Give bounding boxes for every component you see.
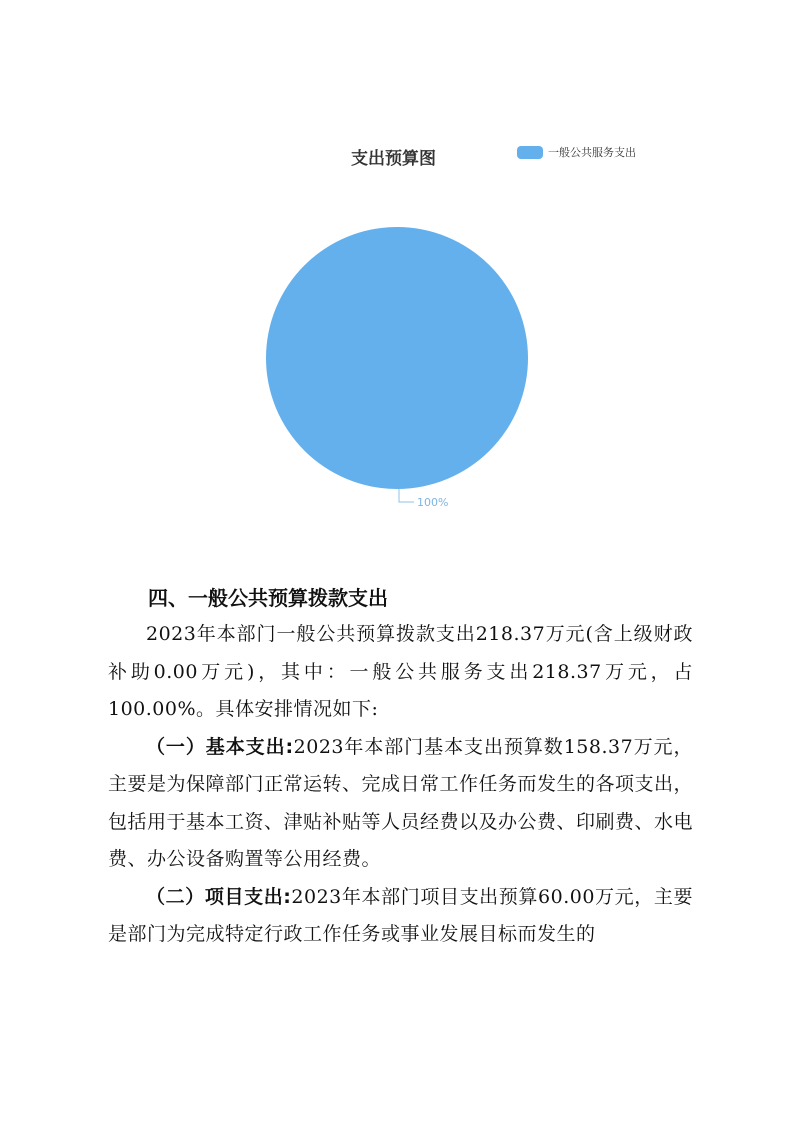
pie-label-leader-line: [399, 489, 414, 502]
project-expenditure-text: 2023年本部门项目支出预算60.00万元，主要是部门为完成特定行政工作任务或事业发展目标而发生的: [108, 885, 693, 945]
document-body: [108, 580, 693, 954]
pie-slice-data-label: 100%: [417, 496, 449, 509]
pie-chart: [250, 130, 670, 530]
legend-label: 一般公共服务支出: [548, 146, 636, 159]
basic-expenditure-label: （一）基本支出:: [146, 735, 294, 758]
chart-title: 支出预算图: [351, 149, 436, 169]
project-expenditure-paragraph: [108, 879, 693, 954]
intro-paragraph: 2023年本部门一般公共预算拨款支出218.37万元(含上级财政补助0.00万元)，其中：一般公共服务支出218.37万元，占100.00%。具体安排情况如下:: [108, 623, 693, 720]
pie-slice[interactable]: [266, 227, 528, 489]
expenditure-budget-chart: [250, 130, 670, 530]
project-expenditure-label: （二）项目支出:: [146, 885, 292, 908]
basic-expenditure-paragraph: [108, 729, 693, 879]
section-heading: 四、一般公共预算拨款支出: [148, 586, 388, 610]
basic-expenditure-text: 2023年本部门基本支出预算数158.37万元，主要是为保障部门正常运转、完成日常工作任务而发生的各项支出，包括用于基本工资、津贴补贴等人员经费以及办公费、印刷费、水电费、办公设备购置等公用经费。: [108, 735, 694, 870]
